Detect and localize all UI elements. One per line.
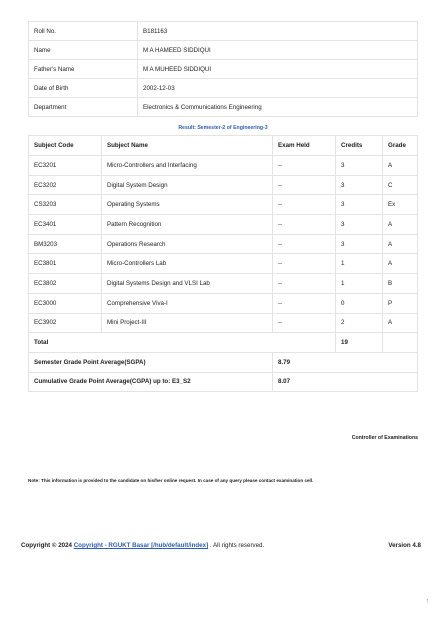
cgpa-value: 8.07 (273, 372, 418, 392)
credits: 1 (336, 254, 383, 274)
credits: 3 (336, 195, 383, 215)
student-info-row (29, 22, 418, 41)
cgpa-label: Cumulative Grade Point Average(CGPA) up to: E3_S2 (29, 372, 273, 392)
version-label: Version 4.8 (388, 542, 421, 549)
info-label: Father's Name (29, 60, 138, 79)
subject-code: EC3401 (29, 215, 102, 235)
copyright-prefix: Copyright © 2024 (21, 542, 72, 549)
exam-held: -- (273, 274, 336, 294)
table-row (29, 215, 418, 235)
subject-code: BM3203 (29, 234, 102, 254)
exam-held: -- (273, 234, 336, 254)
grade: Ex (383, 195, 418, 215)
subject-name: Pattern Recognition (102, 215, 273, 235)
subject-name: Comprehensive Viva-I (102, 293, 273, 313)
grade: A (383, 234, 418, 254)
grade: A (383, 254, 418, 274)
exam-held: -- (273, 175, 336, 195)
table-row (29, 254, 418, 274)
subject-name: Micro-Controllers and Interfacing (102, 156, 273, 176)
info-label: Department (29, 98, 138, 117)
student-info-row (29, 60, 418, 79)
info-label: Roll No. (29, 22, 138, 41)
subject-code: EC3000 (29, 293, 102, 313)
cgpa-row (29, 372, 418, 392)
subject-name: Digital System Design (102, 175, 273, 195)
student-info-row (29, 41, 418, 60)
info-label: Date of Birth (29, 79, 138, 98)
grade: B (383, 274, 418, 294)
exam-held: -- (273, 293, 336, 313)
header-grade: Grade (383, 136, 418, 156)
copyright-rights: . All rights reserved. (209, 542, 265, 549)
subject-code: EC3802 (29, 274, 102, 294)
header-subject-name: Subject Name (102, 136, 273, 156)
table-row (29, 234, 418, 254)
total-credits: 19 (336, 333, 383, 353)
grade: A (383, 313, 418, 333)
controller-of-examinations: Controller of Examinations (351, 435, 418, 441)
grades-header-row (29, 136, 418, 156)
grade: P (383, 293, 418, 313)
subject-name: Operations Research (102, 234, 273, 254)
subject-code: CS3203 (29, 195, 102, 215)
sgpa-value: 8.79 (273, 352, 418, 372)
table-row (29, 195, 418, 215)
arrow-up-icon[interactable]: ↑ (425, 598, 429, 605)
info-label: Name (29, 41, 138, 60)
grade: A (383, 156, 418, 176)
grade: C (383, 175, 418, 195)
subject-code: EC3201 (29, 156, 102, 176)
table-row (29, 313, 418, 333)
info-value: M A MUHEED SIDDIQUI (138, 60, 418, 79)
exam-held: -- (273, 195, 336, 215)
credits: 2 (336, 313, 383, 333)
copyright (21, 542, 264, 549)
grade: A (383, 215, 418, 235)
credits: 3 (336, 215, 383, 235)
exam-held: -- (273, 156, 336, 176)
exam-held: -- (273, 313, 336, 333)
subject-name: Digital Systems Design and VLSI Lab (102, 274, 273, 294)
exam-held: -- (273, 254, 336, 274)
credits: 1 (336, 274, 383, 294)
credits: 3 (336, 234, 383, 254)
disclaimer-note: Note: This information is provided to the candidate on his/her online request. In case of any query please contact examination cell. (28, 478, 314, 483)
total-label: Total (29, 333, 336, 353)
exam-held: -- (273, 215, 336, 235)
info-value: Electronics & Communications Engineering (138, 98, 418, 117)
info-value: M A HAMEED SIDDIQUI (138, 41, 418, 60)
student-info-row (29, 79, 418, 98)
table-row (29, 175, 418, 195)
result-title: Result: Semester-2 of Engineering-3 (178, 125, 268, 131)
sgpa-row (29, 352, 418, 372)
credits: 3 (336, 156, 383, 176)
student-info-table (28, 21, 418, 117)
subject-name: Micro-Controllers Lab (102, 254, 273, 274)
grades-table (28, 135, 418, 392)
sgpa-label: Semester Grade Point Average(SGPA) (29, 352, 273, 372)
info-value: B181163 (138, 22, 418, 41)
subject-code: EC3801 (29, 254, 102, 274)
table-row (29, 156, 418, 176)
header-credits: Credits (336, 136, 383, 156)
copyright-link[interactable]: Copyright - RGUKT Basar [/hub/default/index] (73, 542, 209, 549)
subject-code: EC3902 (29, 313, 102, 333)
table-row (29, 293, 418, 313)
page-footer (21, 542, 421, 549)
total-row (29, 333, 418, 353)
info-value: 2002-12-03 (138, 79, 418, 98)
table-row (29, 274, 418, 294)
header-exam-held: Exam Held (273, 136, 336, 156)
subject-name: Operating Systems (102, 195, 273, 215)
student-info-row (29, 98, 418, 117)
subject-code: EC3202 (29, 175, 102, 195)
credits: 0 (336, 293, 383, 313)
subject-name: Mini Project-III (102, 313, 273, 333)
header-subject-code: Subject Code (29, 136, 102, 156)
total-grade-empty (383, 333, 418, 353)
credits: 3 (336, 175, 383, 195)
